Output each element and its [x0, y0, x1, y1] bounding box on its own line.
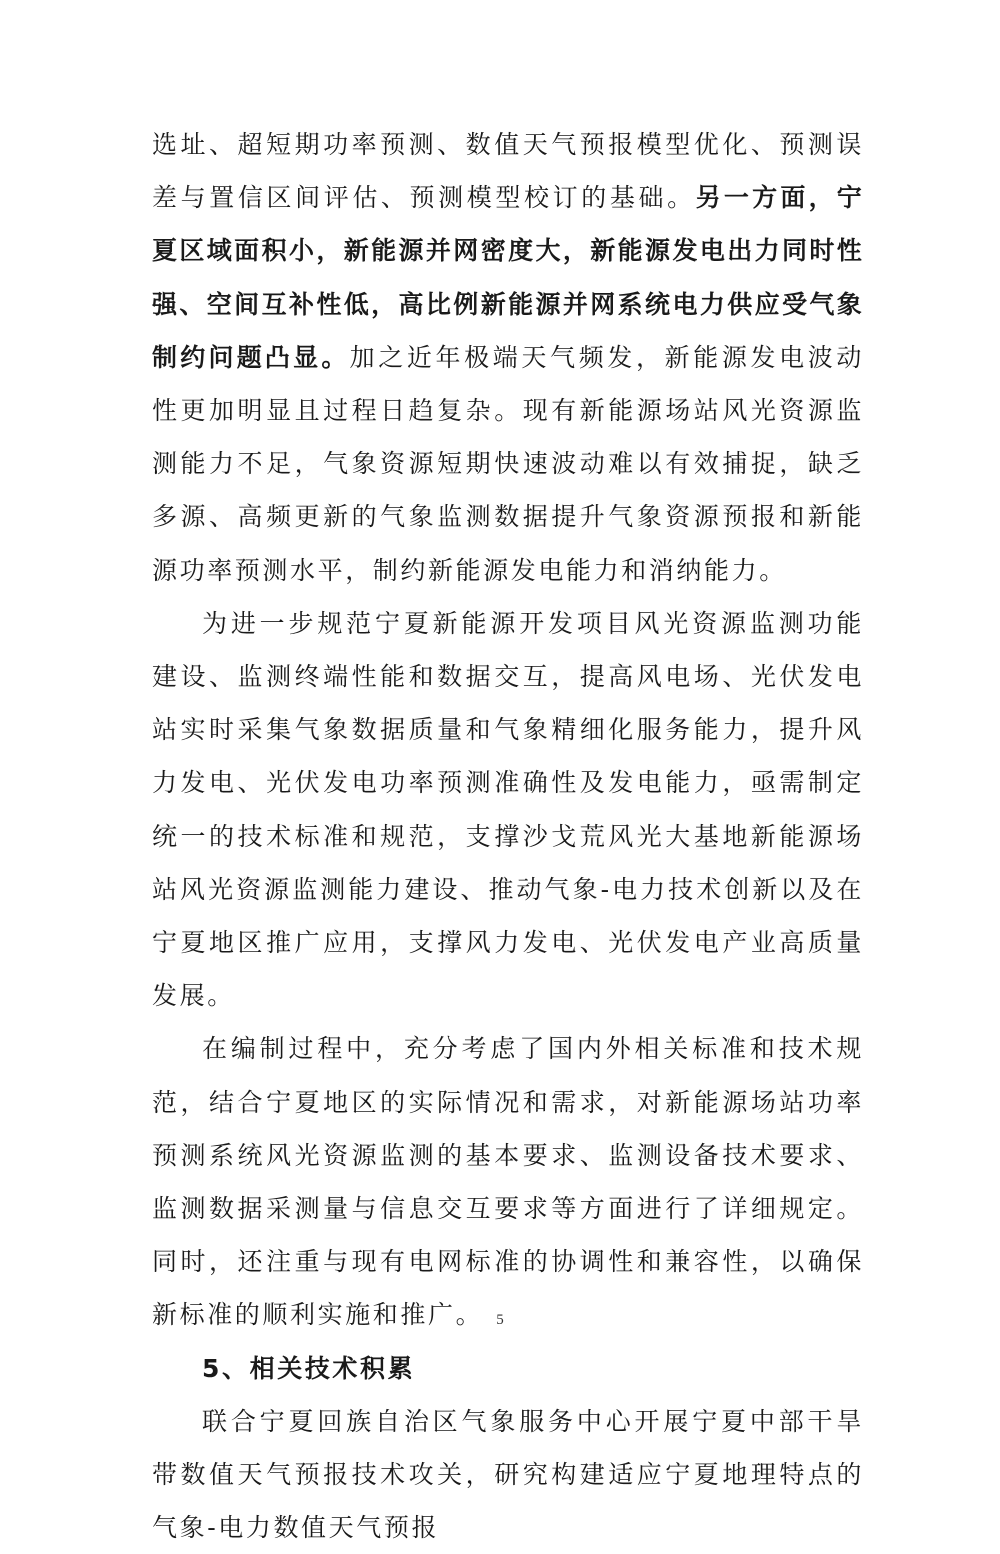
paragraph-compilation-process: 在编制过程中，充分考虑了国内外相关标准和技术规范，结合宁夏地区的实际情况和需求，对新能源场站功率预测系统风光资源监测的基本要求、监测设备技术要求、监测数据采测量与信息交互要求等方面进行了详细规定。同时，还注重与现有电网标准的协调性和兼容性，以确保新标准的顺利实施和推广。 [152, 1034, 864, 1330]
paragraph-technical-accumulation: 联合宁夏回族自治区气象服务中心开展宁夏中部干旱带数值天气预报技术攻关，研究构建适应宁夏地理特点的气象-电力数值天气预报 [152, 1406, 864, 1543]
paragraph-text: 选址、超短期功率预测、数值天气预报模型优化、预测误差与置信区间评估、预测模型校订的基础。 [152, 130, 864, 213]
bold-emphasis-text: 另一方面，宁夏区域面积小，新能源并网密度大，新能源发电出力同时性强、空间互补性低，高比例新能源并网系统电力供应受气象制约问题凸显。 [152, 183, 865, 372]
section-heading: 5、相关技术积累 [202, 1353, 416, 1383]
paragraph-continuation [152, 118, 864, 597]
page-number: 5 [496, 1312, 504, 1328]
paragraph-standardization-purpose: 为进一步规范宁夏新能源开发项目风光资源监测功能建设、监测终端性能和数据交互，提高风电场、光伏发电站实时采集气象数据质量和气象精细化服务能力，提升风力发电、光伏发电功率预测准确性及发电能力，亟需制定统一的技术标准和规范，支撑沙戈荒风光大基地新能源场站风光资源监测能力建设、推动气象-电力技术创新以及在宁夏地区推广应用，支撑风力发电、光伏发电产业高质量发展。 [152, 608, 864, 1011]
paragraph-text: 加之近年极端天气频发，新能源发电波动性更加明显且过程日趋复杂。现有新能源场站风光资源监测能力不足，气象资源短期快速波动难以有效捕捉，缺乏多源、高频更新的气象监测数据提升气象资源预报和新能源功率预测水平，制约新能源发电能力和消纳能力。 [152, 342, 864, 585]
body-text [152, 118, 864, 1554]
